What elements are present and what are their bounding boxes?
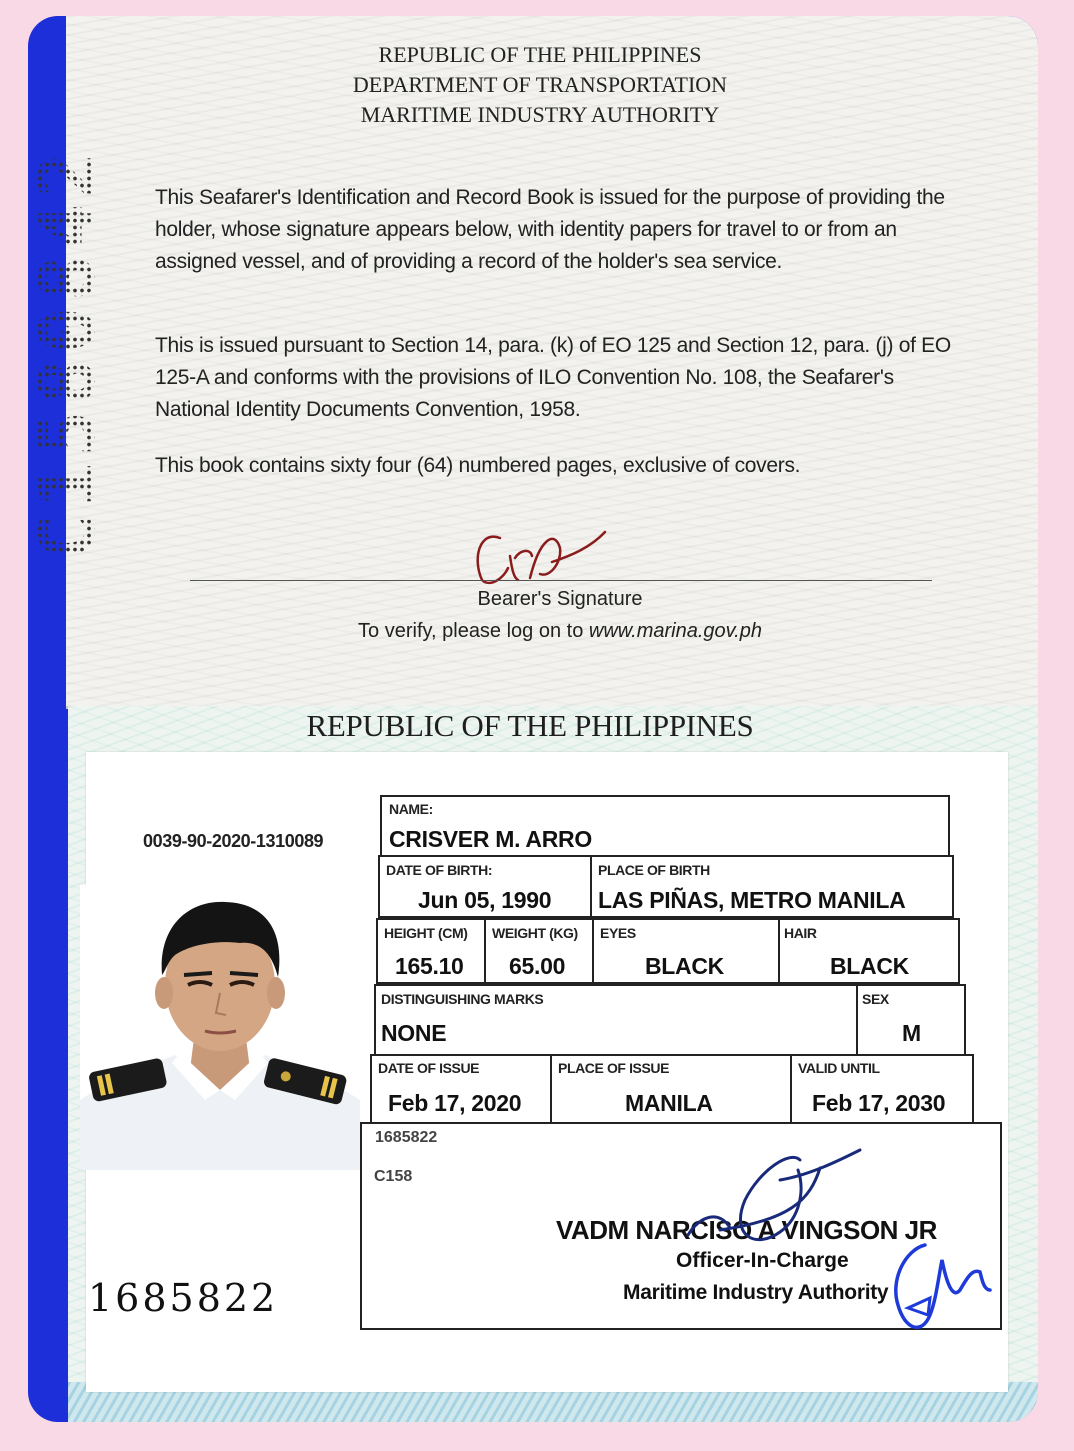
marks-label: DISTINGUISHING MARKS <box>381 991 544 1007</box>
place-of-birth: LAS PIÑAS, METRO MANILA <box>598 887 906 913</box>
perforated-serial <box>22 145 112 561</box>
date-of-birth: Jun 05, 1990 <box>418 887 552 913</box>
weight-value: 65.00 <box>509 953 566 979</box>
pages-paragraph: This book contains sixty four (64) numbered pages, exclusive of covers. <box>155 454 801 477</box>
weight-label: WEIGHT (KG) <box>492 925 578 941</box>
book-number: 1685822 <box>88 1276 279 1320</box>
verify-url[interactable]: www.marina.gov.ph <box>588 620 762 642</box>
place-of-issue: MANILA <box>625 1090 713 1116</box>
date-of-issue: Feb 17, 2020 <box>388 1090 522 1116</box>
bearer-signature-line <box>190 580 932 581</box>
dob-label: DATE OF BIRTH: <box>386 862 493 878</box>
distinguishing-marks: NONE <box>381 1020 447 1046</box>
sex-label: SEX <box>862 991 889 1007</box>
height-value: 165.10 <box>395 953 464 979</box>
document-number: 0039-90-2020-1310089 <box>143 831 324 851</box>
reference-number: 1685822 <box>375 1129 438 1146</box>
issue-place-label: PLACE OF ISSUE <box>558 1060 670 1076</box>
valid-until-label: VALID UNTIL <box>798 1060 880 1076</box>
officer-role: Officer-In-Charge <box>676 1249 849 1272</box>
purpose-paragraph: This Seafarer's Identification and Record Book is issued for the purpose of providing the holder, whose signature appears below, with identity papers for travel to or from an assigned vessel, and of providing a record of the holder's sea service. <box>155 186 945 273</box>
data-page-title: REPUBLIC OF THE PHILIPPINES <box>306 708 754 743</box>
verify-note <box>300 620 820 643</box>
issuing-authority-header <box>290 40 790 130</box>
verify-text: To verify, please log on to <box>358 620 589 642</box>
header-line-1: REPUBLIC OF THE PHILIPPINES <box>378 42 702 67</box>
header-line-3: MARITIME INDUSTRY AUTHORITY <box>360 102 720 127</box>
pob-label: PLACE OF BIRTH <box>598 862 710 878</box>
officer-signature-icon <box>660 1140 1000 1350</box>
officer-organization: Maritime Industry Authority <box>623 1281 889 1304</box>
name-label: NAME: <box>389 801 433 817</box>
hair-label: HAIR <box>784 925 817 941</box>
holder-photo <box>80 885 360 1170</box>
sex-value: M <box>902 1020 921 1046</box>
bearer-signature-label: Bearer's Signature <box>477 588 643 610</box>
eyes-label: EYES <box>600 925 636 941</box>
legal-basis-paragraph: This is issued pursuant to Section 14, para. (k) of EO 125 and Section 12, para. (j) of EO 125-A and conforms with the provisions of ILO Convention No. 108, the Seafarer's National Identity Documents Convention, 1958. <box>155 334 951 421</box>
eyes-value: BLACK <box>645 953 724 979</box>
officer-name: VADM NARCISO A VINGSON JR <box>556 1215 937 1245</box>
bearer-signature-icon <box>460 518 620 588</box>
hair-value: BLACK <box>830 953 909 979</box>
holder-name: CRISVER M. ARRO <box>389 826 592 852</box>
issue-date-label: DATE OF ISSUE <box>378 1060 480 1076</box>
valid-until: Feb 17, 2030 <box>812 1090 946 1116</box>
header-line-2: DEPARTMENT OF TRANSPORTATION <box>352 72 728 97</box>
reference-code: C158 <box>374 1168 413 1185</box>
height-label: HEIGHT (CM) <box>384 925 468 941</box>
serial-number: C1580842 <box>22 145 112 561</box>
